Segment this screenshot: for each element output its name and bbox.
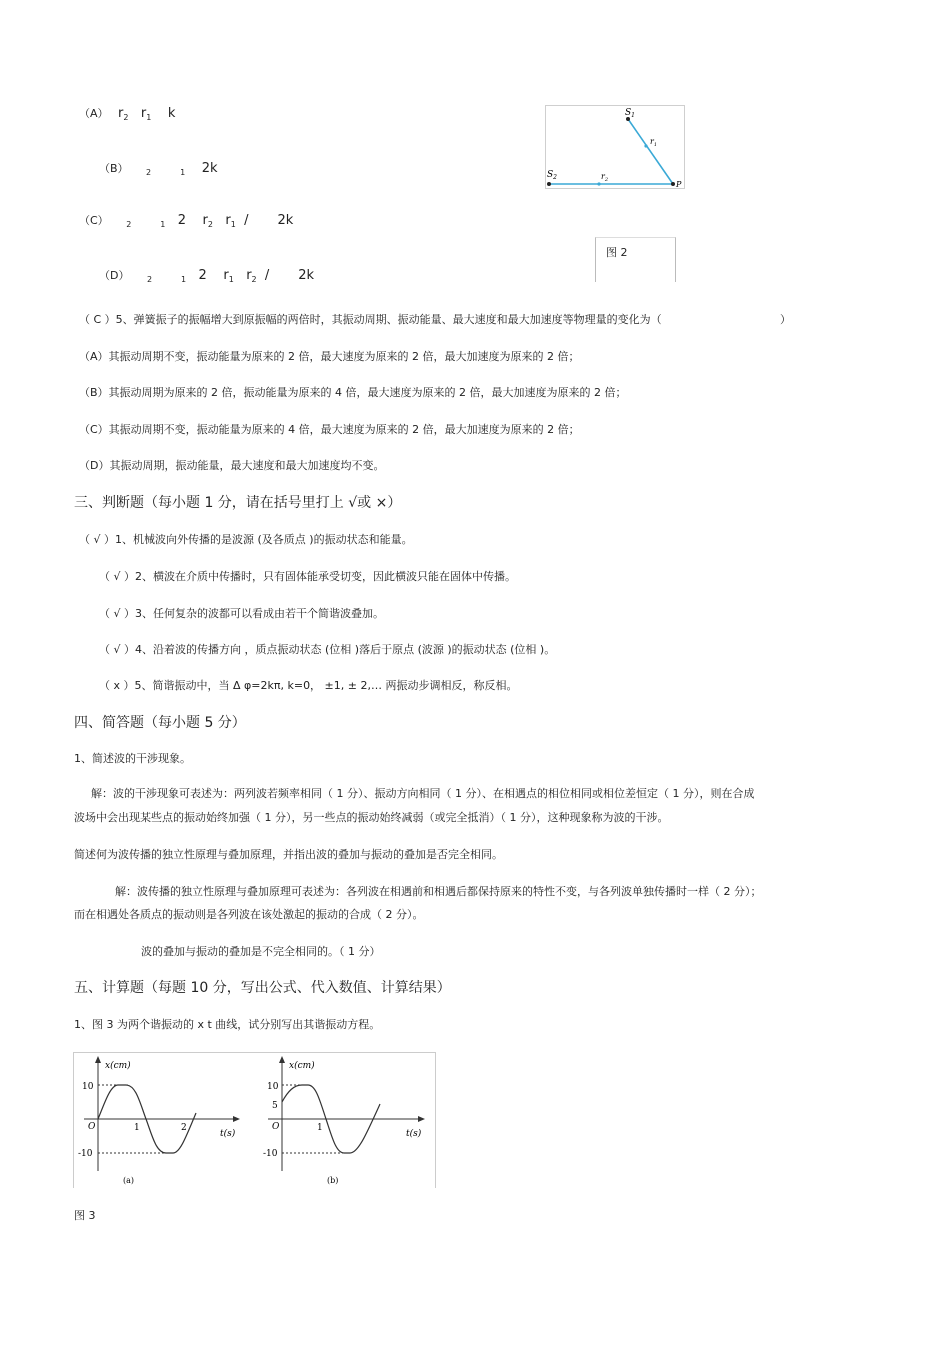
- judge-item-5: （ x ）5、简谐振动中，当 Δ φ=2kπ, k=0， ±1, ± 2,… 两振动步调相反，称反相。: [99, 679, 518, 692]
- r2-label: $r_2$: [601, 172, 609, 183]
- option-c: [79, 214, 293, 232]
- figure-3-caption: 图 3: [74, 1209, 96, 1222]
- short-a2-line2: 而在相遇处各质点的振动则是各列波在该处激起的振动的合成（ 2 分）。: [74, 908, 424, 921]
- q5-option-b: （B）其振动周期为原来的 2 倍，振动能量为原来的 4 倍，最大速度为原来的 2 倍，最大加速度为原来的 2 倍；: [79, 386, 627, 399]
- graph-a-tag: (a): [123, 1176, 135, 1185]
- figure-3: [73, 1052, 436, 1188]
- q5-option-a: （A）其振动周期不变，振动能量为原来的 2 倍，最大速度为原来的 2 倍，最大加速度为原来的 2 倍；: [79, 350, 580, 363]
- graph-b-ytick-neg10: -10: [263, 1149, 278, 1159]
- option-b: [99, 162, 218, 180]
- graph-a-ytick-neg10: -10: [78, 1149, 93, 1159]
- graph-b-tag: (b): [327, 1176, 339, 1185]
- option-a: [79, 107, 175, 125]
- section-3-title: 三、判断题（每小题 1 分，请在括号里打上 √或 ×）: [74, 495, 402, 511]
- short-a2-line3: 波的叠加与振动的叠加是不完全相同的。（ 1 分）: [141, 945, 381, 958]
- figure-2-diagram: [545, 105, 685, 189]
- graph-b-xlabel: t(s): [406, 1129, 422, 1139]
- expr: $_2$ $_1$ 2k: [146, 161, 218, 177]
- graph-a-xlabel: t(s): [220, 1129, 236, 1139]
- graph-b-ylabel: x(cm): [289, 1061, 315, 1071]
- q5-option-c: （C）其振动周期不变，振动能量为原来的 4 倍，最大速度为原来的 2 倍，最大加速度为原来的 2 倍；: [79, 423, 580, 436]
- r2-midpoint: [597, 182, 600, 185]
- graph-b-ytick-5: 5: [272, 1101, 278, 1111]
- graph-a-y-arrow: [95, 1056, 101, 1063]
- option-d: [99, 269, 314, 287]
- calc-q1: 1、图 3 为两个谐振动的 x t 曲线，试分别写出其谐振动方程。: [74, 1018, 381, 1031]
- s1-label: $S_1$: [625, 108, 635, 119]
- q5-option-d: （D）其振动周期，振动能量，最大速度和最大加速度均不变。: [79, 459, 385, 472]
- option-label: （A）: [79, 107, 109, 120]
- judge-item-2: （ √ ）2、横波在介质中传播时，只有固体能承受切变，因此横波只能在固体中传播。: [99, 570, 516, 583]
- graph-a-origin: O: [88, 1122, 96, 1132]
- expr: $_2$ $_1$ 2 $r_1$ $r_2$ / 2k: [146, 268, 315, 284]
- graph-a-ytick-10: 10: [82, 1082, 94, 1092]
- p-label: P: [676, 180, 682, 188]
- option-label: （B）: [99, 162, 129, 175]
- short-a1-line1: 解：波的干涉现象可表述为：两列波若频率相同（ 1 分）、振动方向相同（ 1 分）、在相遇点的相位相同或相位差恒定（ 1 分），则在合成: [91, 787, 755, 800]
- graph-b-y-arrow: [279, 1056, 285, 1063]
- option-label: （C）: [79, 214, 109, 227]
- graph-b-ytick-10: 10: [267, 1082, 279, 1092]
- figure-3-svg: [74, 1053, 435, 1188]
- section-5-title: 五、计算题（每题 10 分，写出公式、代入数值、计算结果）: [74, 980, 451, 996]
- r1-label: $r_1$: [650, 137, 658, 148]
- graph-a-xtick-2: 2: [181, 1123, 187, 1133]
- graph-a-xtick-1: 1: [134, 1123, 140, 1133]
- judge-item-1: （ √ ）1、机械波向外传播的是波源 (及各质点 )的振动状态和能量。: [79, 533, 413, 546]
- graph-a: [78, 1056, 240, 1185]
- option-label: （D）: [99, 269, 130, 282]
- short-a1-line2: 波场中会出现某些点的振动始终加强（ 1 分），另一些点的振动始终减弱（或完全抵消）（ 1 分），这种现象称为波的干涉。: [74, 811, 669, 824]
- p-point: [671, 182, 675, 186]
- graph-a-ylabel: x(cm): [105, 1061, 131, 1071]
- short-q1: 1、简述波的干涉现象。: [74, 752, 191, 765]
- graph-b-x-arrow: [418, 1116, 425, 1122]
- figure-2-caption-box: [595, 237, 676, 282]
- q5-stem: （ C ）5、弹簧振子的振幅增大到原振幅的两倍时，其振动周期、振动能量、最大速度和最大加速度等物理量的变化为（: [79, 313, 662, 326]
- s2-point: [547, 182, 551, 186]
- graph-a-x-arrow: [233, 1116, 240, 1122]
- short-q2: 简述何为波传播的独立性原理与叠加原理，并指出波的叠加与振动的叠加是否完全相同。: [74, 848, 503, 861]
- graph-b-xtick-1: 1: [317, 1123, 323, 1133]
- graph-b: [263, 1056, 425, 1185]
- expr: $r_2$ $r_1$ k: [118, 106, 176, 122]
- s2-label: $S_2$: [547, 170, 557, 181]
- judge-item-4: （ √ ）4、沿着波的传播方向 ，质点振动状态 (位相 )落后于原点 (波源 )的振动状态 (位相 )。: [99, 643, 556, 656]
- figure-2-caption: 图 2: [606, 246, 628, 259]
- r1-line: [628, 119, 673, 184]
- short-a2-line1: 解：波传播的独立性原理与叠加原理可表述为：各列波在相遇前和相遇后都保持原来的特性不变，与各列波单独传播时一样（ 2 分）；: [115, 885, 762, 898]
- r1-midpoint: [644, 144, 647, 147]
- figure-2-svg: [546, 106, 684, 188]
- judge-item-3: （ √ ）3、任何复杂的波都可以看成由若干个简谐波叠加。: [99, 607, 384, 620]
- graph-b-origin: O: [272, 1122, 280, 1132]
- q5-stem-end: ）: [780, 313, 791, 326]
- section-4-title: 四、简答题（每小题 5 分）: [74, 715, 246, 731]
- expr: $_2$ $_1$ 2 $r_2$ $r_1$ / 2k: [126, 213, 294, 229]
